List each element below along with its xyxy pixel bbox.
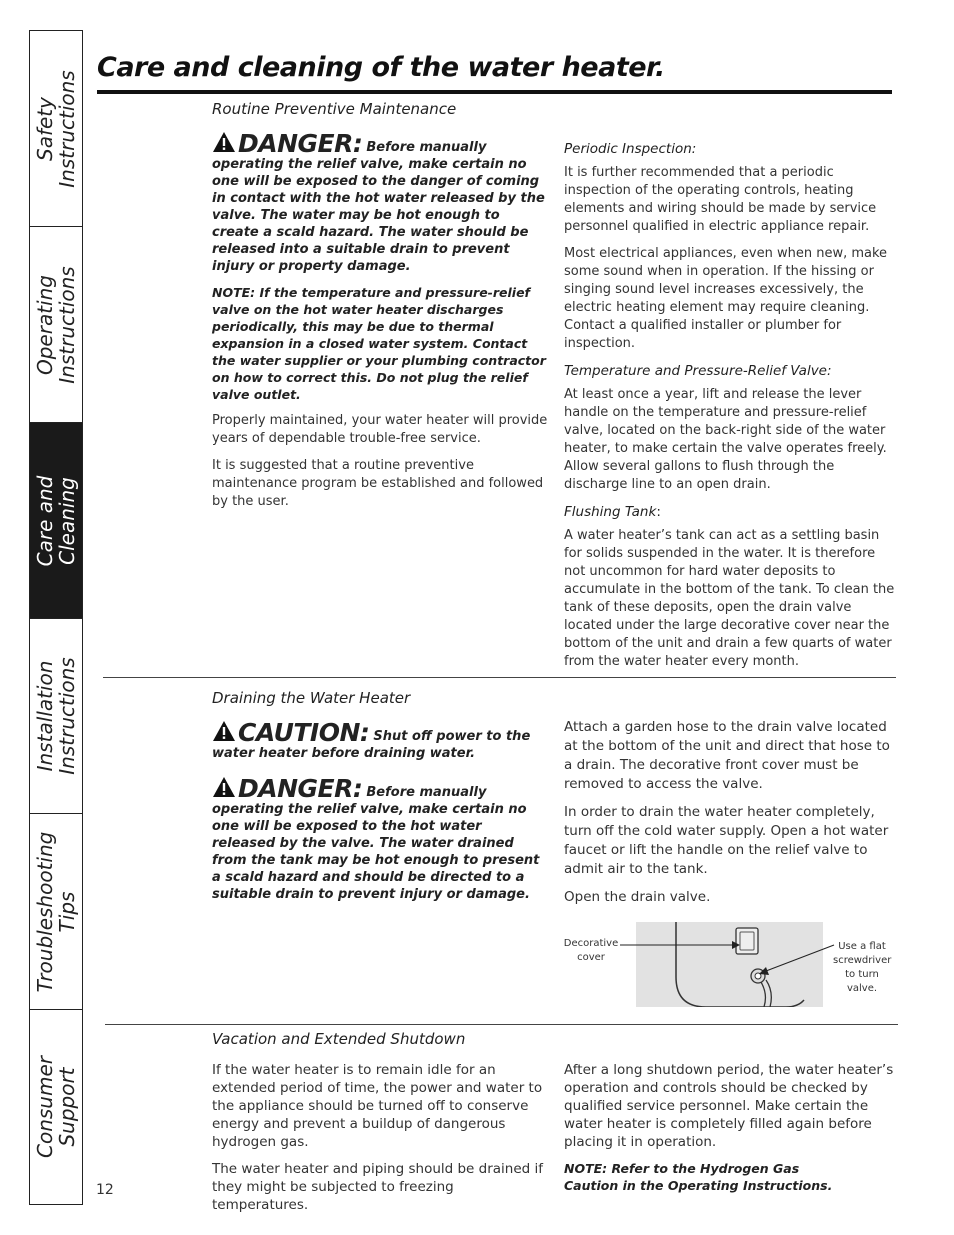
danger-text: Before manually operating the relief valve, make certain no one will be exposed to the hot water released by the valve. The water drained from the tank may be hot enough to present a scald hazard and should be directed to a suitable drain to prevent injury or damage. bbox=[212, 785, 540, 902]
paragraph: If the water heater is to remain idle for an extended period of time, the power and water to the appliance should be turned off to conserve energy and prevent a buildup of dangerous hydrogen gas. bbox=[212, 1062, 543, 1150]
title-rule bbox=[97, 90, 892, 94]
routine-left-column bbox=[212, 131, 548, 520]
caution-warning bbox=[212, 720, 548, 762]
vacation-right-column bbox=[564, 1061, 898, 1203]
paragraph: At least once a year, lift and release the lever handle on the temperature and pressure-relief valve, located on the back-right side of the water heater, to make certain the valve operates freely. Allow several gallons to flush through the discharge line to an open drain. bbox=[564, 387, 887, 492]
paragraph: Most electrical appliances, even when new, make some sound when in operation. If the hissing or singing sound level increases excessively, the electric heating element may require cleaning. Contact a qualified installer or plumber for inspection. bbox=[564, 246, 888, 351]
caution-text: Shut off power to the water heater before draining water. bbox=[212, 729, 531, 761]
routine-right-column bbox=[564, 140, 900, 680]
draining-left-column bbox=[212, 720, 548, 912]
tab-label: Instructions bbox=[55, 69, 79, 188]
draining-heading: Draining the Water Heater bbox=[212, 689, 411, 707]
tab-label: Care and bbox=[33, 475, 57, 566]
tab-installation-instructions[interactable] bbox=[30, 619, 82, 814]
paragraph: A water heater’s tank can act as a settling basin for solids suspended in the water. It is therefore not uncommon for hard water deposits to accumulate in the bottom of the tank. To clean the tank of these deposits, open the drain valve located under the large decorative cover near the bottom of the unit and drain a few quarts of water from the water heater every month. bbox=[564, 528, 895, 669]
tab-care-and-cleaning[interactable] bbox=[30, 423, 82, 619]
paragraph: Properly maintained, your water heater will provide years of dependable trouble-free service. bbox=[212, 413, 548, 446]
danger-text: Before manually operating the relief valve, make certain no one will be exposed to the danger of coming in contact with the hot water released by the valve. The water may be hot enough to create a scald hazard. The water should be released into a suitable drain to prevent injury or property damage. bbox=[212, 140, 545, 274]
tab-label: Consumer bbox=[33, 1055, 57, 1158]
tab-operating-instructions[interactable] bbox=[30, 227, 82, 423]
periodic-inspection-heading: Periodic Inspection: bbox=[564, 141, 697, 157]
relief-valve-note: NOTE: If the temperature and pressure-relief valve on the hot water heater discharges periodically, this may be due to thermal expansion in a closed water system. Contact the water supplier or your plumbing contractor on how to correct this. Do not plug the relief valve outlet. bbox=[212, 285, 546, 402]
tab-label: Instructions bbox=[55, 657, 79, 775]
tab-label: Cleaning bbox=[55, 476, 79, 565]
tp-valve-heading: Temperature and Pressure-Relief Valve: bbox=[564, 363, 832, 379]
danger-word: DANGER: bbox=[238, 774, 363, 803]
warning-triangle-icon bbox=[212, 720, 236, 742]
tab-label: Safety bbox=[33, 96, 57, 161]
flushing-tank-heading bbox=[564, 503, 900, 521]
warning-triangle-icon bbox=[212, 131, 236, 153]
tab-safety-instructions[interactable] bbox=[30, 31, 82, 227]
tab-label: Support bbox=[55, 1066, 79, 1147]
paragraph: It is suggested that a routine preventive maintenance program be established and followed by the user. bbox=[212, 458, 544, 509]
paragraph: It is further recommended that a periodic inspection of the operating controls, heating elements and wiring should be made by service personnel qualified in electric appliance repair. bbox=[564, 165, 877, 234]
danger-warning bbox=[212, 131, 548, 275]
section-divider bbox=[103, 677, 896, 678]
tab-label: Instructions bbox=[55, 265, 79, 384]
paragraph: Open the drain valve. bbox=[564, 889, 711, 905]
paragraph: After a long shutdown period, the water heater’s operation and controls should be checked by qualified service personnel. Make certain the water heater is completely filled again before placing it in operation. bbox=[564, 1062, 894, 1150]
paragraph: Attach a garden hose to the drain valve located at the bottom of the unit and direct that hose to a drain. The decorative front cover must be removed to access the valve. bbox=[564, 719, 890, 792]
routine-heading: Routine Preventive Maintenance bbox=[212, 100, 457, 118]
figure-caption-left: Decorative cover bbox=[563, 938, 619, 963]
danger-word: DANGER: bbox=[238, 129, 363, 158]
draining-right-column bbox=[564, 718, 900, 916]
paragraph: The water heater and piping should be drained if they might be subjected to freezing temperatures. bbox=[212, 1161, 544, 1213]
tab-label: Operating bbox=[33, 274, 57, 375]
vacation-left-column bbox=[212, 1061, 550, 1223]
colon: : bbox=[656, 504, 661, 520]
tab-label: Troubleshooting bbox=[33, 831, 57, 992]
tab-consumer-support[interactable] bbox=[30, 1010, 82, 1203]
hydrogen-note: NOTE: Refer to the Hydrogen Gas Caution in the Operating Instructions. bbox=[564, 1161, 833, 1193]
figure-caption-right: Use a flat screwdriver to turn valve. bbox=[833, 941, 892, 994]
paragraph: In order to drain the water heater completely, turn off the cold water supply. Open a hot water faucet or lift the handle on the relief valve to admit air to the tank. bbox=[564, 804, 889, 877]
caution-word: CAUTION: bbox=[238, 718, 370, 747]
page-title: Care and cleaning of the water heater. bbox=[97, 52, 665, 83]
section-divider bbox=[105, 1024, 898, 1025]
danger-warning bbox=[212, 776, 548, 903]
section-tabs bbox=[29, 30, 83, 1205]
figure-callout-arrows bbox=[620, 925, 850, 995]
page-number: 12 bbox=[96, 1182, 114, 1198]
warning-triangle-icon bbox=[212, 776, 236, 798]
tab-troubleshooting-tips[interactable] bbox=[30, 814, 82, 1010]
vacation-heading: Vacation and Extended Shutdown bbox=[212, 1030, 466, 1048]
tab-label: Installation bbox=[33, 660, 57, 772]
flushing-tank-label: Flushing Tank bbox=[564, 504, 657, 520]
tab-label: Tips bbox=[55, 891, 79, 932]
